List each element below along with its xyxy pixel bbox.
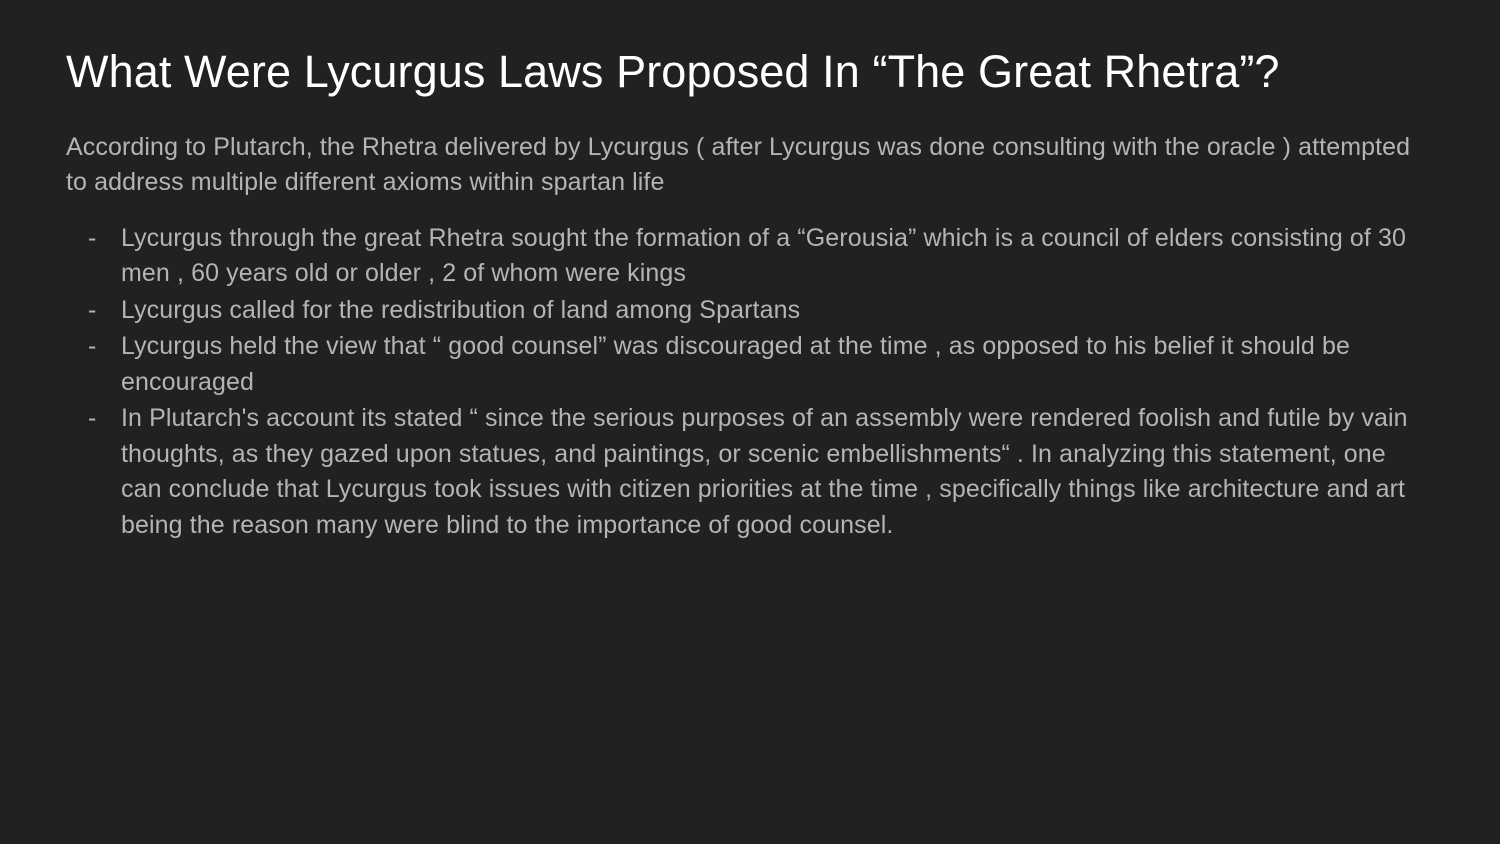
bullet-marker-icon: - bbox=[88, 223, 97, 252]
list-item bbox=[66, 329, 1434, 400]
bullet-marker-icon: - bbox=[88, 295, 97, 324]
intro-paragraph: According to Plutarch, the Rhetra delivered by Lycurgus ( after Lycurgus was done consulting with the oracle ) attempted to address multiple different axioms within spartan life bbox=[66, 132, 1411, 197]
list-item bbox=[66, 401, 1434, 543]
bullet-marker-icon: - bbox=[88, 404, 97, 433]
bullet-list bbox=[66, 221, 1434, 544]
bullet-marker-icon: - bbox=[88, 332, 97, 361]
slide-body bbox=[66, 130, 1434, 544]
page-title: What Were Lycurgus Laws Proposed In “The Great Rhetra”? bbox=[66, 46, 1280, 97]
list-item bbox=[66, 293, 1434, 329]
list-item bbox=[66, 221, 1434, 292]
list-item-text: Lycurgus held the view that “ good counsel” was discouraged at the time , as opposed to his belief it should be encouraged bbox=[121, 332, 1350, 396]
list-item-text: In Plutarch's account its stated “ since the serious purposes of an assembly were rendered foolish and futile by vain thoughts, as they gazed upon statues, and paintings, or scenic embellishments“ . In analyzing this statement, one can conclude that Lycurgus took issues with citizen priorities at the time , specifically things like architecture and art being the reason many were blind to the importance of good counsel. bbox=[121, 404, 1408, 539]
list-item-text: Lycurgus called for the redistribution of land among Spartans bbox=[121, 295, 801, 324]
list-item-text: Lycurgus through the great Rhetra sought the formation of a “Gerousia” which is a council of elders consisting of 30 men , 60 years old or older , 2 of whom were kings bbox=[121, 223, 1406, 288]
